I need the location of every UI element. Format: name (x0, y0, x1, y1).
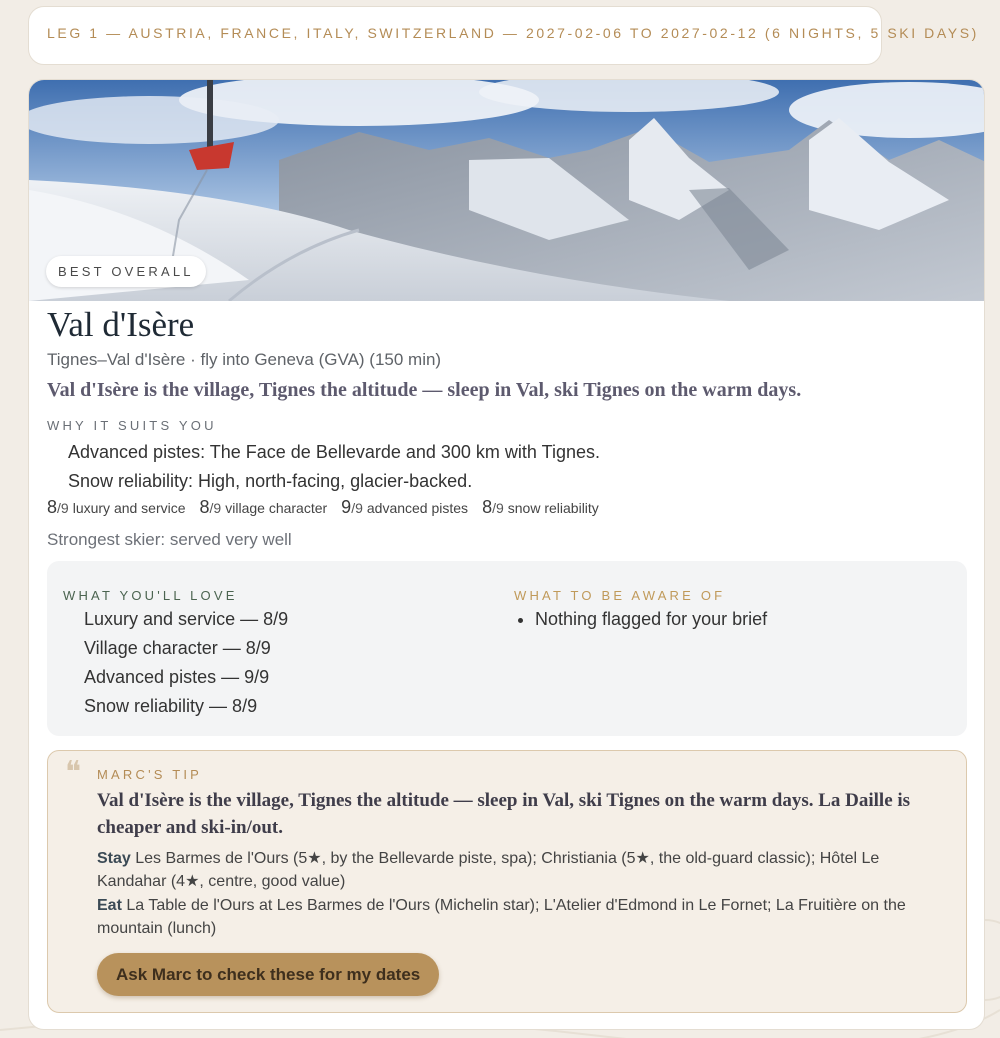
love-item: Luxury and service — 8/9 (84, 609, 289, 629)
best-overall-badge: BEST OVERALL (46, 256, 206, 287)
score-luxury: 8/9 luxury and service (47, 497, 186, 517)
resort-card (28, 79, 985, 1030)
aware-list (521, 605, 767, 634)
strongest-skier-note: Strongest skier: served very well (47, 530, 292, 549)
score-village: 8/9 village character (199, 497, 328, 517)
eat-label: Eat (97, 897, 122, 914)
tip-label: MARC'S TIP (97, 767, 203, 782)
why-item: Advanced pistes: The Face de Bellevarde and 300 km with Tignes. (68, 442, 600, 462)
tip-stay (97, 847, 927, 893)
love-label: WHAT YOU'LL LOVE (63, 588, 238, 603)
score-row (47, 497, 599, 518)
score-snow: 8/9 snow reliability (482, 497, 599, 517)
love-item: Village character — 8/9 (84, 638, 271, 658)
love-item: Snow reliability — 8/9 (84, 696, 258, 716)
quote-icon: ❝ (65, 755, 82, 790)
leg-summary: LEG 1 — AUSTRIA, FRANCE, ITALY, SWITZERLAND — 2027-02-06 TO 2027-02-12 (6 NIGHTS, 5 SKI DAYS) (47, 25, 979, 41)
ask-marc-button[interactable]: Ask Marc to check these for my dates (97, 953, 439, 996)
love-item: Advanced pistes — 9/9 (84, 667, 270, 687)
eat-text: La Table de l'Ours at Les Barmes de l'Ours (Michelin star); L'Atelier d'Edmond in Le Fornet; La Fruitière on the mountain (lunch) (97, 897, 906, 937)
resort-title: Val d'Isère (47, 305, 195, 344)
stay-label: Stay (97, 850, 131, 867)
highlights-panel (47, 561, 967, 736)
love-list (84, 605, 288, 721)
score-pistes: 9/9 advanced pistes (341, 497, 469, 517)
resort-subtitle: Tignes–Val d'Isère · fly into Geneva (GVA) (150 min) (47, 350, 442, 369)
why-list (68, 438, 600, 496)
aware-item: • Nothing flagged for your brief (535, 605, 767, 634)
why-label: WHY IT SUITS YOU (47, 418, 217, 433)
why-item: Snow reliability: High, north-facing, glacier-backed. (68, 471, 473, 491)
resort-tagline: Val d'Isère is the village, Tignes the altitude — sleep in Val, ski Tignes on the warm days. (47, 379, 802, 401)
aware-label: WHAT TO BE AWARE OF (514, 588, 726, 603)
tip-eat (97, 894, 927, 940)
stay-text: Les Barmes de l'Ours (5★, by the Bellevarde piste, spa); Christiania (5★, the old-guard classic); Hôtel Le Kandahar (4★, centre, good value) (97, 850, 880, 890)
tip-body: Val d'Isère is the village, Tignes the altitude — sleep in Val, ski Tignes on the warm days. La Daille is cheaper and ski-in/out. (97, 790, 911, 838)
marcs-tip-panel (47, 750, 967, 1013)
